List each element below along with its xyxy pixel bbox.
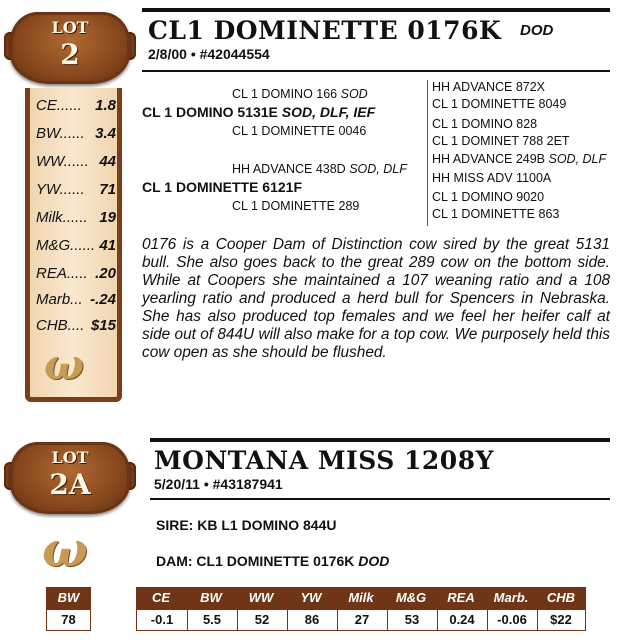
dam-name: DAM: CL1 DOMINETTE 0176K: [156, 553, 355, 569]
epd-value: $15: [90, 317, 116, 334]
pedigree-sd-dam: CL 1 DOMINET 788 2ET: [432, 134, 570, 148]
ped-name: CL 1 DOMINO 166: [232, 87, 338, 101]
epd-header: YW: [300, 590, 322, 605]
pedigree-sd-sire: CL 1 DOMINO 828: [432, 117, 538, 131]
lot-details: 5/20/11 • #43187941: [154, 476, 283, 492]
pedigree-ss-dam: CL 1 DOMINETTE 8049: [432, 97, 567, 111]
ped-tag: SOD, DLF, IEF: [281, 104, 376, 120]
epd-value-row: [136, 609, 586, 631]
pedigree-dam-dam: CL 1 DOMINETTE 289: [232, 199, 360, 213]
epd-label: Milk......: [36, 209, 88, 226]
pedigree-dd-dam: CL 1 DOMINETTE 863: [432, 207, 560, 221]
lot-title: CL1 DOMINETTE 0176K: [148, 16, 502, 45]
lot-title: MONTANA MISS 1208Y: [154, 446, 494, 475]
epd-label: WW......: [36, 153, 89, 170]
epd-value: 5.5: [202, 612, 222, 627]
bw-value-row: [46, 609, 91, 631]
epd-header: CHB: [546, 590, 576, 605]
lot-badge: [4, 6, 136, 90]
sire-line: SIRE: KB L1 DOMINO 844U: [156, 517, 337, 533]
epd-header-row: [136, 587, 586, 609]
epd-header: CE: [151, 590, 171, 605]
ped-name: HH ADVANCE 249B: [432, 152, 546, 166]
pedigree-dd-sire: CL 1 DOMINO 9020: [432, 190, 545, 204]
epd-value: .20: [95, 265, 116, 282]
epd-value: $22: [550, 612, 572, 627]
epd-label: REA.....: [36, 265, 88, 282]
top-rule: [142, 8, 610, 12]
pedigree-dam: CL 1 DOMINETTE 6121F: [142, 179, 303, 195]
epd-label: BW......: [36, 125, 85, 142]
pedigree-ds-sire: [432, 152, 606, 166]
lot-badge: [4, 436, 136, 520]
bw-header: BW: [57, 590, 80, 605]
epd-value: 41: [99, 237, 116, 254]
epd-value: 44: [99, 153, 116, 170]
epd-panel: [25, 88, 122, 402]
lot-description: 0176 is a Cooper Dam of Distinction cow sired by the great 5131 bull. She also goes back to the great 289 cow on the bottom side. While at Coopers she maintained a 107 weaning ratio and a 108 yearling ratio and produced a herd bull for Spencers in Nebraska. She has also produced top females and we feel her heifer calf at side out of 844U will also make for a top cow. We purposely held this cow open as she should be flushed.: [142, 236, 610, 361]
ped-name: CL 1 DOMINO 5131E: [142, 104, 278, 120]
epd-header: BW: [200, 590, 222, 605]
epd-value: -0.1: [150, 612, 174, 627]
epd-value: 0.24: [449, 612, 475, 627]
epd-header: Marb.: [493, 590, 529, 605]
pedigree-sire-sire: [232, 87, 368, 101]
pedigree-ss-sire: HH ADVANCE 872X: [432, 80, 546, 94]
epd-value: 52: [254, 612, 270, 627]
ped-name: CL 1 DOMINETTE 0046: [232, 124, 367, 138]
pedigree-sire: [142, 104, 375, 120]
epd-value: 27: [354, 612, 370, 627]
ped-tag: SOD, DLF: [548, 152, 607, 166]
dam-code: DOD: [358, 553, 390, 569]
epd-value: 53: [404, 612, 420, 627]
epd-header: M&G: [395, 590, 427, 605]
lot-number: 2A: [49, 468, 91, 501]
epd-value: 19: [99, 209, 116, 226]
bw-header-row: [46, 587, 91, 609]
mid-rule: [150, 498, 610, 500]
brand-icon: ω: [44, 340, 84, 389]
lot-details: 2/8/00 • #42044554: [148, 46, 270, 62]
lot-number: 2: [60, 38, 80, 71]
epd-header: Milk: [348, 590, 374, 605]
epd-value: 1.8: [95, 97, 116, 114]
epd-header: REA: [447, 590, 475, 605]
pedigree-dam-sire: [232, 162, 407, 176]
epd-label: Marb...: [36, 291, 83, 308]
pedigree-bracket: [427, 80, 428, 152]
epd-header: WW: [248, 590, 274, 605]
ped-tag: SOD, DLF: [349, 162, 407, 176]
dam-line: [156, 553, 389, 569]
pedigree-ds-dam: HH MISS ADV 1100A: [432, 171, 552, 185]
lot-label: LOT: [51, 448, 89, 467]
pedigree-bracket: [427, 152, 428, 226]
ped-tag: SOD: [340, 87, 368, 101]
ped-name: HH ADVANCE 438D: [232, 162, 346, 176]
brand-icon: ω: [42, 522, 88, 578]
pedigree-sire-dam: [232, 124, 366, 138]
top-rule: [150, 438, 610, 442]
epd-label: CE......: [36, 97, 82, 114]
epd-value: 71: [99, 181, 116, 198]
epd-label: M&G......: [36, 237, 96, 254]
epd-label: YW......: [36, 181, 85, 198]
lot-code: DOD: [520, 22, 554, 39]
epd-value: -0.06: [497, 612, 527, 627]
epd-value: -.24: [90, 291, 116, 308]
epd-label: CHB....: [36, 317, 85, 334]
mid-rule: [142, 70, 610, 72]
lot-label: LOT: [51, 18, 89, 37]
epd-value: 86: [304, 612, 320, 627]
bw-value: 78: [61, 612, 76, 627]
epd-value: 3.4: [95, 125, 116, 142]
